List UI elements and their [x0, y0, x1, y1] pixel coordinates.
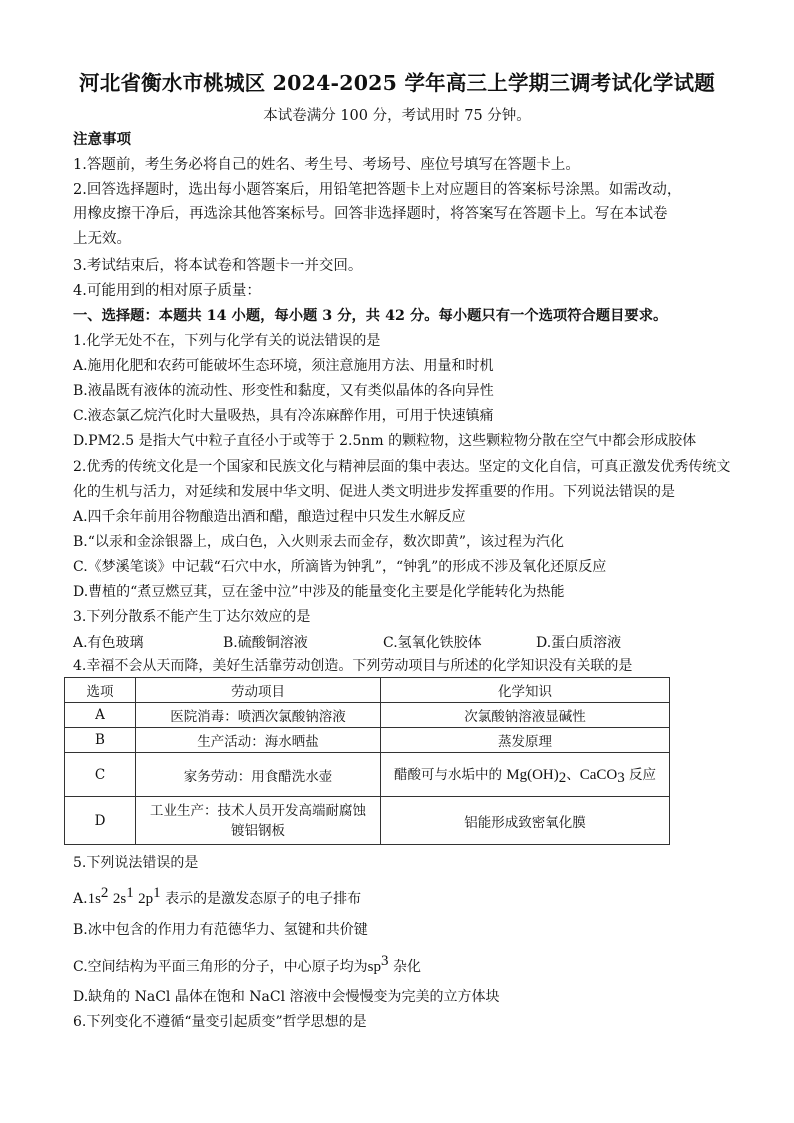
table-row	[65, 753, 670, 797]
option-text: 表示的是激发态原子的电子排布	[165, 891, 362, 907]
task-line: 工业生产：技术人员开发高端耐腐蚀	[150, 802, 366, 819]
table-header-row	[65, 678, 670, 703]
row-knowledge	[381, 753, 670, 797]
q3-stem: 3.下列分散系不能产生丁达尔效应的是	[73, 609, 311, 625]
q5-option-c	[73, 951, 421, 977]
q3-option-d: D.蛋白质溶液	[536, 635, 622, 651]
formula-mgoh2: Mg(OH)	[506, 766, 559, 783]
superscript: 2	[100, 885, 109, 901]
notice-item: 3.考试结束后，将本试卷和答题卡一并交回。	[73, 258, 363, 274]
row-knowledge: 次氯酸钠溶液显碱性	[381, 703, 670, 728]
table-row	[65, 703, 670, 728]
q2-option-c: C.《梦溪笔谈》中记载“石穴中水，所滴皆为钟乳”，“钟乳”的形成不涉及氧化还原反应	[73, 559, 607, 575]
q6-stem: 6.下列变化不遵循“量变引起质变”哲学思想的是	[73, 1014, 367, 1030]
q1-stem: 1.化学无处不在，下列与化学有关的说法错误的是	[73, 333, 381, 349]
row-knowledge: 铝能形成致密氧化膜	[381, 797, 670, 845]
q1-option-c: C.液态氯乙烷汽化时大量吸热，具有冷冻麻醉作用，可用于快速镇痛	[73, 408, 494, 424]
row-task: 医院消毒：喷洒次氯酸钠溶液	[136, 703, 381, 728]
knowledge-text: 醋酸可与水垢中的	[393, 766, 507, 783]
notice-item: 用橡皮擦干净后，再选涂其他答案标号。回答非选择题时，将答案写在答题卡上。写在本试卷	[73, 206, 668, 222]
q2-stem: 2.优秀的传统文化是一个国家和民族文化与精神层面的集中表达。坚定的文化自信，可真正激发优秀传统文	[73, 459, 731, 475]
option-letter: A.	[73, 891, 88, 907]
q5-option-b: B.冰中包含的作用力有范德华力、氢键和共价键	[73, 922, 368, 938]
table-row	[65, 728, 670, 753]
q3-option-a: A.有色玻璃	[73, 635, 144, 651]
hybrid-sp: sp	[367, 959, 382, 975]
superscript: 3	[381, 953, 389, 969]
row-task: 家务劳动：用食醋洗水壶	[136, 753, 381, 797]
subscript: 3	[617, 769, 625, 786]
row-task: 生产活动：海水晒盐	[136, 728, 381, 753]
q2-option-d: D.曹植的“煮豆燃豆萁，豆在釜中泣”中涉及的能量变化主要是化学能转化为热能	[73, 584, 565, 600]
superscript: 1	[126, 885, 134, 901]
q3-option-b: B.硫酸铜溶液	[223, 635, 308, 651]
q5-option-a	[73, 883, 361, 909]
task-line: 镀铝钢板	[231, 822, 285, 839]
section-heading: 一、选择题：本题共 14 小题，每小题 3 分，共 42 分。每小题只有一个选项符合题目要求。	[73, 308, 668, 324]
notice-item: 1.答题前，考生务必将自己的姓名、考生号、考场号、座位号填写在答题卡上。	[73, 157, 580, 173]
q5-stem: 5.下列说法错误的是	[73, 855, 199, 871]
knowledge-text: 反应	[624, 766, 657, 783]
q2-stem-cont: 化的生机与活力，对延续和发展中华文明、促进人类文明进步发挥重要的作用。下列说法错误的是	[73, 484, 675, 500]
exam-subtitle: 本试卷满分 100 分，考试用时 75 分钟。	[263, 108, 531, 124]
header-option: 选项	[65, 678, 136, 703]
q1-option-b: B.液晶既有液体的流动性、形变性和黏度，又有类似晶体的各向异性	[73, 383, 494, 399]
row-knowledge: 蒸发原理	[381, 728, 670, 753]
exam-title: 河北省衡水市桃城区 2024-2025 学年高三上学期三调考试化学试题	[79, 71, 715, 95]
row-task	[136, 797, 381, 845]
header-knowledge: 化学知识	[381, 678, 670, 703]
q4-table	[64, 677, 670, 845]
subscript: 2	[558, 769, 567, 786]
q3-option-c: C.氢氧化铁胶体	[383, 635, 482, 651]
q5-option-d: D.缺角的 NaCl 晶体在饱和 NaCl 溶液中会慢慢变为完美的立方体块	[73, 989, 500, 1005]
notice-item: 2.回答选择题时，选出每小题答案后，用铅笔把答题卡上对应题目的答案标号涂黑。如需改动，	[73, 182, 682, 198]
header-task: 劳动项目	[136, 678, 381, 703]
notice-item: 4.可能用到的相对原子质量：	[73, 283, 261, 299]
knowledge-separator: 、	[566, 766, 580, 783]
formula-caco3: CaCO	[579, 766, 618, 783]
notice-heading: 注意事项	[73, 131, 131, 148]
superscript: 1	[153, 885, 161, 901]
orbital-1s: 1s	[87, 891, 101, 907]
row-option: B	[65, 728, 136, 753]
q2-option-b: B.“以汞和金涂银器上，成白色，入火则汞去而金存，数次即黄”，该过程为汽化	[73, 534, 565, 550]
table-row	[65, 797, 670, 845]
orbital-2s: 2s	[112, 891, 127, 907]
q2-option-a: A.四千余年前用谷物酿造出酒和醋，酿造过程中只发生水解反应	[73, 509, 466, 525]
option-text: 杂化	[392, 959, 421, 975]
row-option: C	[65, 753, 136, 797]
option-text: C.空间结构为平面三角形的分子，中心原子均为	[73, 959, 368, 975]
orbital-2p: 2p	[138, 891, 154, 907]
notice-item: 上无效。	[73, 231, 131, 247]
q4-stem: 4.幸福不会从天而降，美好生活靠劳动创造。下列劳动项目与所述的化学知识没有关联的是	[73, 658, 633, 674]
q1-option-d: D.PM2.5 是指大气中粒子直径小于或等于 2.5nm 的颗粒物，这些颗粒物分散在空气中都会形成胶体	[73, 433, 697, 449]
q1-option-a: A.施用化肥和农药可能破坏生态环境，须注意施用方法、用量和时机	[73, 358, 494, 374]
row-option: D	[65, 797, 136, 845]
row-option: A	[65, 703, 136, 728]
